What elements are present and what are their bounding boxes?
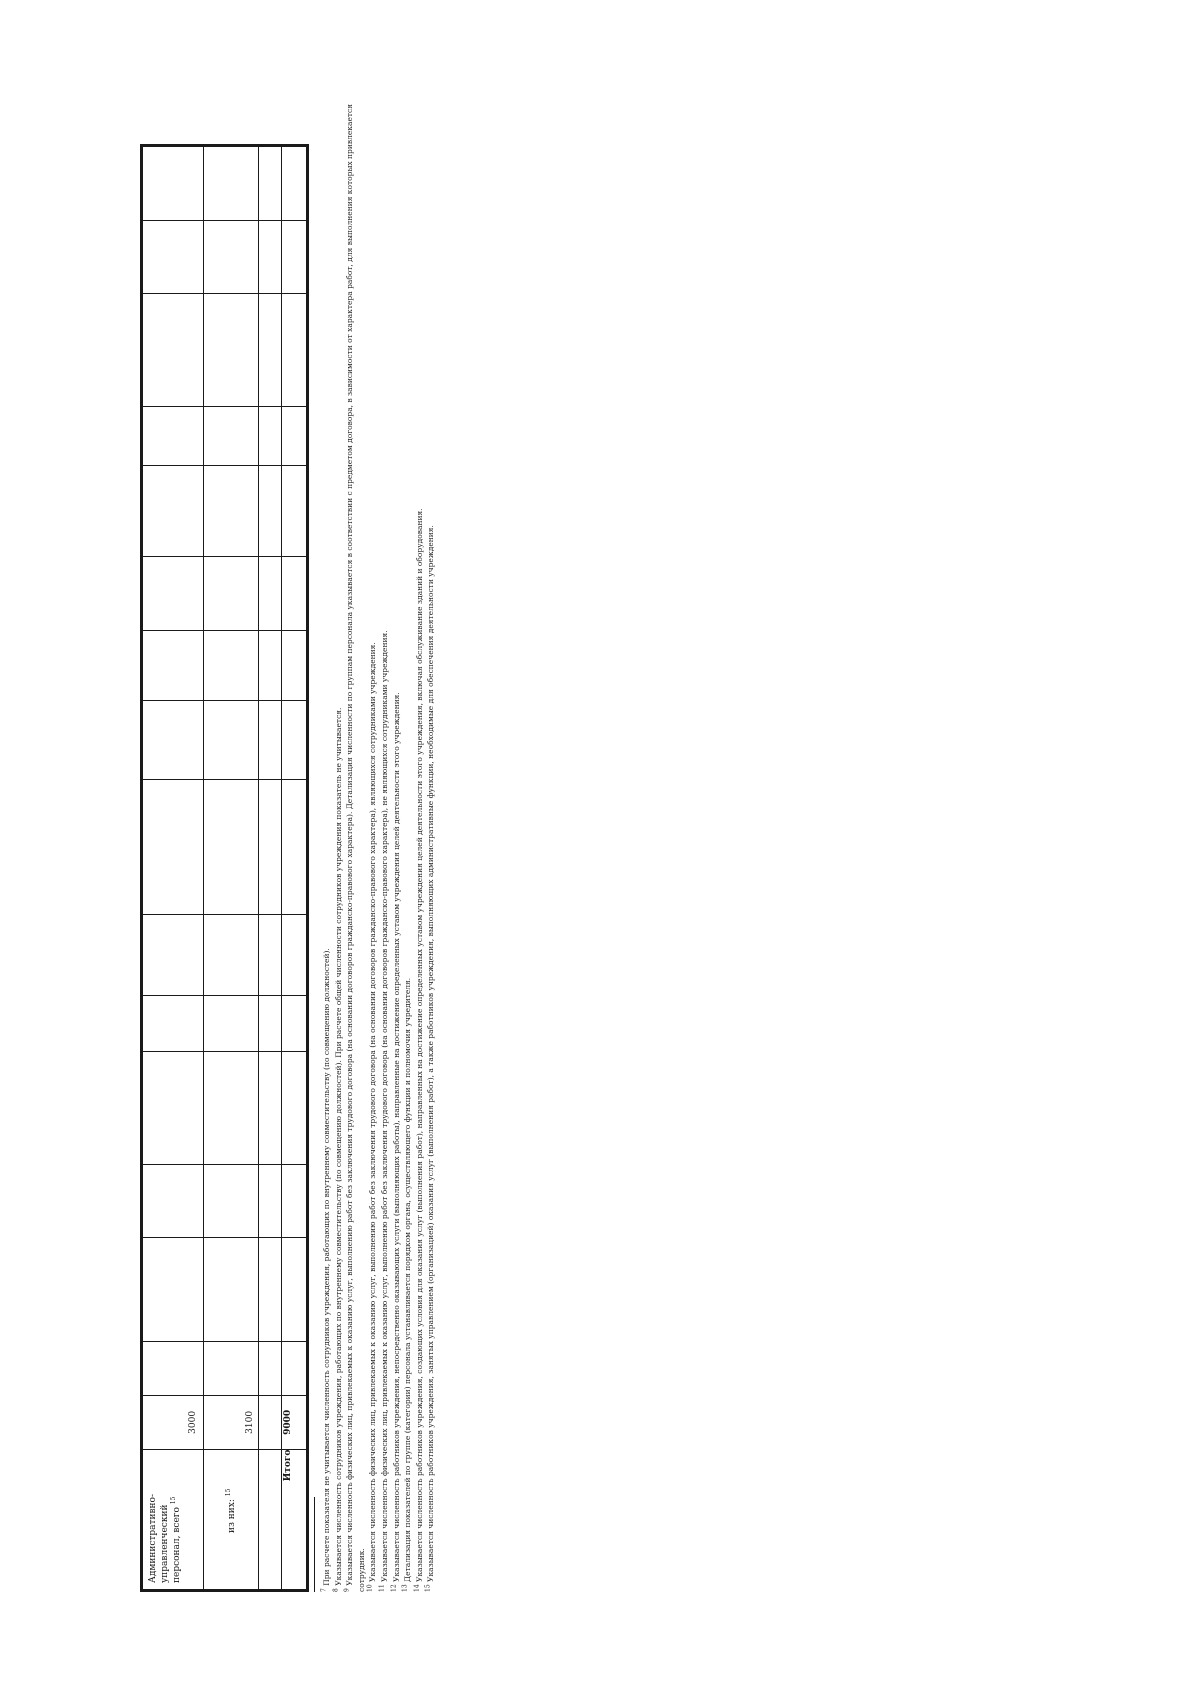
footnote-text: Указывается численность физических лиц, привлекаемых к оказанию услуг, выполнению работ без заключения трудового договора (на основании договоров гражданско-правового характера), не являющихся сотрудниками учреждения.	[379, 630, 389, 1582]
footnote	[333, 32, 345, 1592]
table-cell	[142, 1164, 204, 1237]
table-cell	[204, 406, 259, 466]
table-cell	[204, 996, 259, 1052]
table-cell	[282, 701, 308, 780]
table-cell	[204, 701, 259, 780]
table-cell	[282, 406, 308, 466]
table-cell	[142, 466, 204, 557]
table-cell	[142, 915, 204, 996]
table-cell	[259, 293, 282, 406]
table-cell	[259, 996, 282, 1052]
table-cell	[142, 780, 204, 915]
table-cell	[142, 220, 204, 293]
footnote	[402, 32, 414, 1592]
table-cell	[282, 146, 308, 221]
table-cell	[142, 701, 204, 780]
table-cell	[204, 630, 259, 701]
footnote-text: Указывается численность физических лиц, привлекаемых к оказанию услуг, выполнению работ без заключения трудового договора (на основании договоров гражданско-правового характера), являющихся сотрудниками учреждения.	[368, 642, 378, 1582]
footnote-number: 14	[413, 1584, 421, 1592]
table-cell	[142, 1341, 204, 1396]
footnote-text: Указывается численность работников учреждения, занятых управлением (организацией) оказания услуг (выполнения работ), а также работников учреждения, выполняющих административные функции, необходимые для обеспечения деятельности учреждения.	[426, 525, 436, 1582]
table-cell	[204, 915, 259, 996]
table-cell	[282, 780, 308, 915]
code-cell	[204, 1396, 259, 1450]
staff-table	[140, 144, 309, 1592]
table-cell	[259, 1396, 282, 1450]
table-cell	[259, 220, 282, 293]
footnote-text: Указывается численность работников учреждения, непосредственно оказывающих услуги (выполняющих работы), направленные на достижение определенных уставом учреждения целей деятельности этого учреждения.	[391, 692, 401, 1582]
footnote	[425, 32, 437, 1592]
table-cell	[142, 630, 204, 701]
table-cell	[142, 996, 204, 1052]
footnote-number: 7	[320, 1588, 328, 1592]
table-cell	[204, 780, 259, 915]
footnote-text: При расчете показателя не учитывается численность сотрудников учреждения, работающих по внутреннему совместительству (по совмещению должностей).	[322, 948, 331, 1586]
total-row	[282, 146, 308, 1591]
table-cell	[259, 557, 282, 631]
table-cell	[142, 146, 204, 221]
table-cell	[259, 701, 282, 780]
table-cell	[204, 466, 259, 557]
footnote-number: 11	[378, 1584, 386, 1592]
table-cell	[282, 1051, 308, 1164]
table-cell	[204, 557, 259, 631]
footnote	[414, 32, 426, 1592]
table-cell	[204, 1237, 259, 1341]
footnote-number: 13	[401, 1584, 409, 1592]
footnote	[344, 102, 367, 1592]
footnote	[321, 32, 333, 1592]
footnote-number: 10	[366, 1584, 374, 1592]
footnote-separator	[314, 1497, 315, 1592]
table-cell	[142, 1237, 204, 1341]
table-cell	[282, 630, 308, 701]
table-cell	[259, 466, 282, 557]
footnote-ref: 15	[170, 1496, 177, 1505]
table-cell	[259, 1449, 282, 1590]
table-cell	[259, 1164, 282, 1237]
table-cell	[142, 1051, 204, 1164]
table-cell	[282, 915, 308, 996]
footnote-text: Указывается численность физических лиц, привлекаемых к оказанию услуг, выполнению работ без заключения трудового договора (на основании договоров гражданско-правового характера). Детализация численности по группам персонала указывается в соответствии с предметом договора, в зависимости от характера работ, для выполнения которых привлекается сотрудник.	[345, 104, 366, 1592]
footnote	[367, 32, 379, 1592]
table-cell	[142, 406, 204, 466]
row-label-cell	[204, 1449, 259, 1590]
table-cell	[259, 630, 282, 701]
footnote	[379, 32, 391, 1592]
total-code: 9000	[282, 1396, 308, 1450]
footnote-ref: 15	[225, 1488, 232, 1497]
table-row	[142, 146, 204, 1591]
footnote-number: 15	[424, 1584, 432, 1592]
table-row	[204, 146, 259, 1591]
table-cell	[282, 1164, 308, 1237]
table-cell	[142, 557, 204, 631]
table-cell	[282, 293, 308, 406]
table-cell	[204, 1341, 259, 1396]
row-code: 3000	[188, 1410, 198, 1434]
footnote-number: 12	[390, 1584, 398, 1592]
table-cell	[204, 1051, 259, 1164]
rotated-page	[128, 32, 848, 1592]
row-label-cell	[142, 1449, 204, 1590]
table-cell	[204, 220, 259, 293]
footnotes	[321, 32, 437, 1592]
footnote-number: 9	[343, 1588, 351, 1592]
footnote	[391, 32, 403, 1592]
table-cell	[282, 466, 308, 557]
table-cell	[204, 1164, 259, 1237]
total-label: Итого	[282, 1449, 308, 1590]
row-label: из них:	[227, 1499, 237, 1533]
footnote-text: Указывается численность сотрудников учреждения, работающих по внутреннему совместительству (по совмещению должностей). При расчете общей численности сотрудников учреждения показатель не учитывается.	[333, 707, 343, 1586]
table-cell	[259, 1237, 282, 1341]
table-cell	[142, 293, 204, 406]
table-cell	[259, 1051, 282, 1164]
code-cell	[142, 1396, 204, 1450]
table-cell	[282, 1341, 308, 1396]
table-cell	[282, 557, 308, 631]
table-row	[259, 146, 282, 1591]
table-cell	[204, 146, 259, 221]
table-cell	[282, 1237, 308, 1341]
footnote-text: Указывается численность работников учреждения, создающих условия для оказания услуг (выполнения работ), направленных на достижение определенных уставом учреждения целей деятельности этого учреждения, включая обслуживание зданий и оборудования.	[414, 508, 424, 1582]
table-cell	[259, 406, 282, 466]
row-label: Административно-управленческий персонал, всего	[148, 1493, 182, 1583]
table-cell	[259, 915, 282, 996]
table-cell	[282, 220, 308, 293]
footnote-text: Детализация показателей по группе (категории) персонала устанавливается порядком органа, осуществляющего функции и полномочия учредителя.	[403, 977, 413, 1582]
table-cell	[204, 293, 259, 406]
table-cell	[259, 1341, 282, 1396]
table-cell	[259, 146, 282, 221]
table-cell	[282, 996, 308, 1052]
row-code: 3100	[245, 1410, 255, 1434]
table-cell	[259, 780, 282, 915]
footnote-number: 8	[332, 1588, 340, 1592]
